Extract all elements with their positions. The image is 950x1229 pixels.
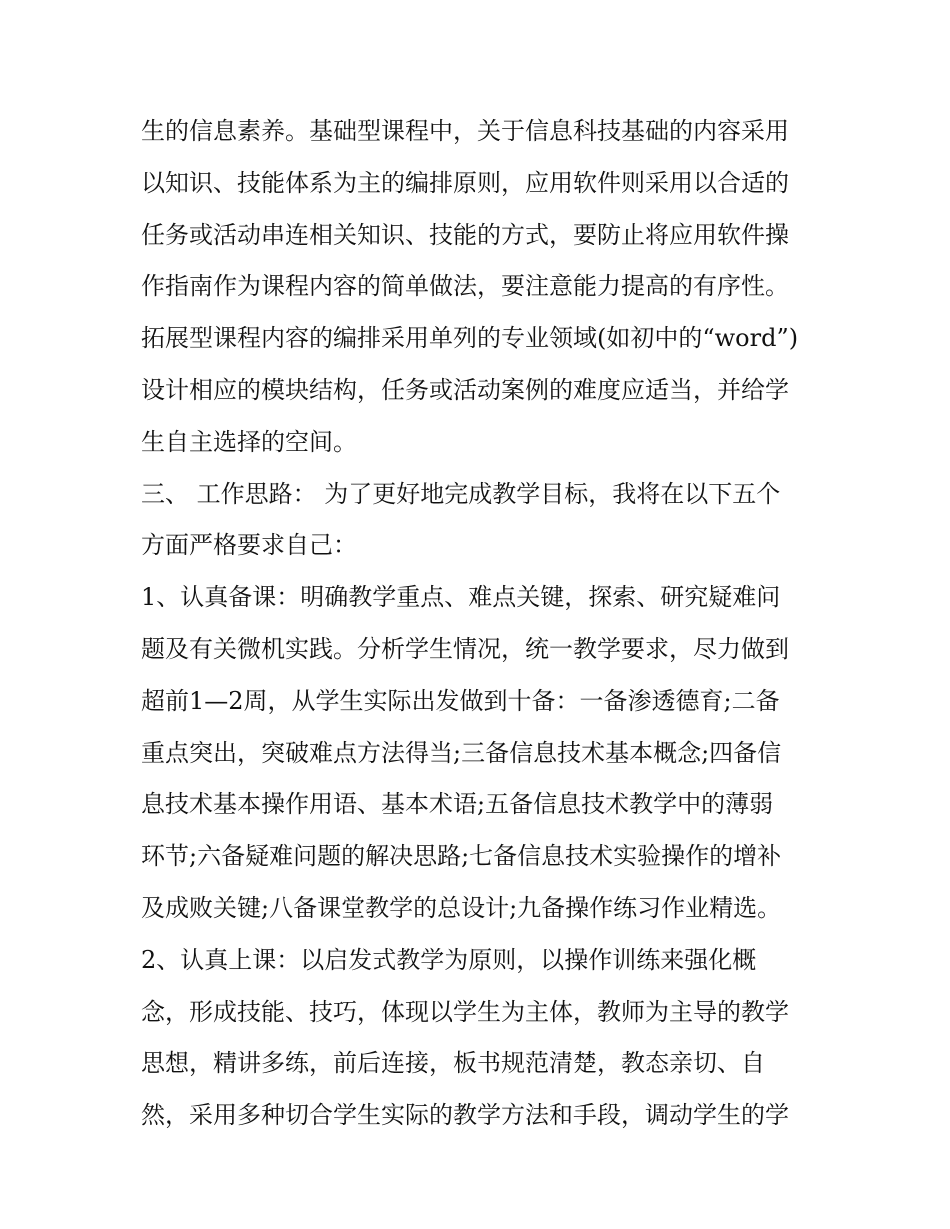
list-item: 1、认真备课：明确教学重点、难点关键，探索、研究疑难问 bbox=[141, 583, 781, 612]
section-heading: 三、 工作思路： 为了更好地完成教学目标，我将在以下五个 bbox=[141, 479, 781, 508]
text-line: 作指南作为课程内容的简单做法，要注意能力提高的有序性。 bbox=[141, 272, 789, 301]
text-line: 思想，精讲多练，前后连接，板书规范清楚，教态亲切、自 bbox=[141, 1049, 765, 1078]
text-line: 生自主选择的空间。 bbox=[141, 427, 357, 456]
text-line: 方面严格要求自己： bbox=[141, 531, 357, 560]
text-line: 超前1—2周，从学生实际出发做到十备：一备渗透德育;二备 bbox=[141, 686, 780, 715]
text-line: 环节;六备疑难问题的解决思路;七备信息技术实验操作的增补 bbox=[141, 842, 782, 871]
text-line: 及成败关键;八备课堂教学的总设计;九备操作练习作业精选。 bbox=[141, 893, 782, 922]
list-item: 2、认真上课：以启发式教学为原则，以操作训练来强化概 bbox=[141, 945, 757, 974]
text-line: 重点突出，突破难点方法得当;三备信息技术基本概念;四备信 bbox=[141, 738, 782, 767]
text-line: 设计相应的模块结构，任务或活动案例的难度应适当，并给学 bbox=[141, 375, 789, 404]
text-line: 息技术基本操作用语、基本术语;五备信息技术教学中的薄弱 bbox=[141, 790, 774, 819]
text-line: 生的信息素养。基础型课程中，关于信息科技基础的内容采用 bbox=[141, 117, 789, 145]
text-line: 然，采用多种切合学生实际的教学方法和手段，调动学生的学 bbox=[141, 1101, 789, 1130]
text-line: 题及有关微机实践。分析学生情况，统一教学要求，尽力做到 bbox=[141, 634, 789, 663]
text-line: 以知识、技能体系为主的编排原则，应用软件则采用以合适的 bbox=[141, 168, 789, 197]
text-line: 拓展型课程内容的编排采用单列的专业领域(如初中的“word”) bbox=[141, 324, 799, 353]
text-line: 念，形成技能、技巧，体现以学生为主体，教师为主导的教学 bbox=[141, 997, 789, 1026]
document-body bbox=[141, 106, 821, 1142]
text-line: 任务或活动串连相关知识、技能的方式，要防止将应用软件操 bbox=[141, 220, 789, 249]
